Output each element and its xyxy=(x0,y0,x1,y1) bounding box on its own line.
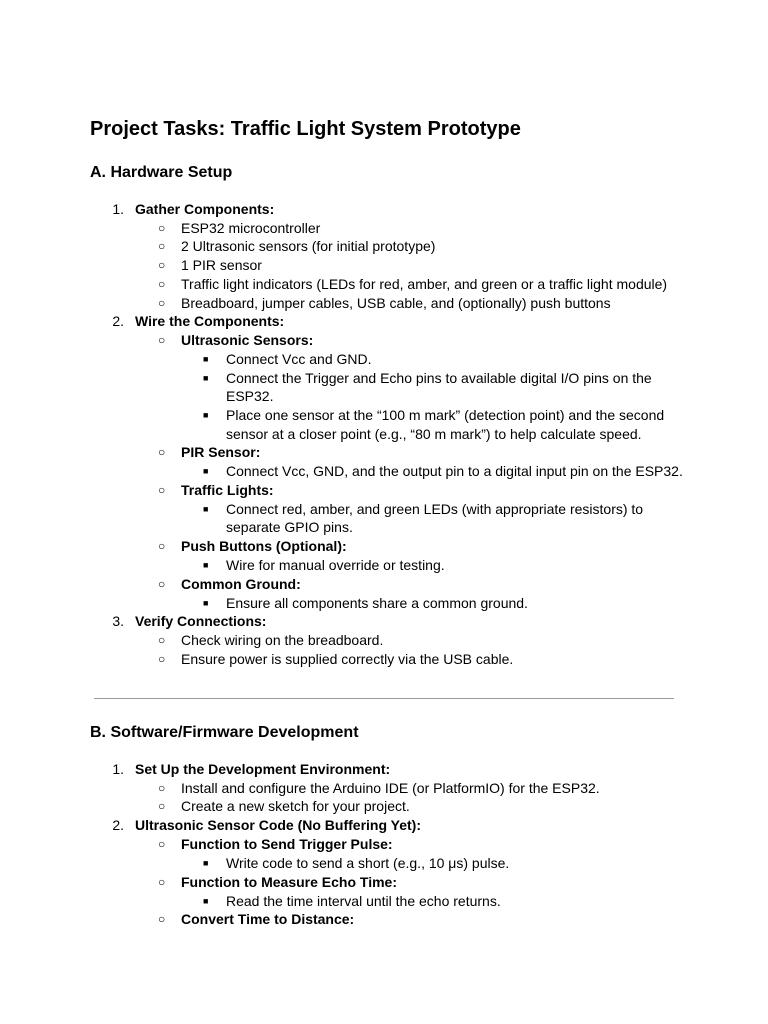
sub-group-label: PIR Sensor: xyxy=(181,444,261,460)
circle-bullet-icon: ○ xyxy=(158,221,166,235)
circle-bullet-icon: ○ xyxy=(158,483,166,497)
circle-bullet-icon: ○ xyxy=(158,445,166,459)
circle-bullet-icon: ○ xyxy=(158,577,166,591)
square-bullet-icon: ■ xyxy=(203,504,209,514)
list-item: Check wiring on the breadboard. xyxy=(181,632,384,648)
list-item: Read the time interval until the echo returns. xyxy=(226,893,501,909)
list-number: 2. xyxy=(112,313,124,329)
square-bullet-icon: ■ xyxy=(203,466,209,476)
list-item: Write code to send a short (e.g., 10 μs) pulse. xyxy=(226,855,510,871)
circle-bullet-icon: ○ xyxy=(158,912,166,926)
list-item: ESP32 microcontroller xyxy=(181,220,321,236)
list-item: Place one sensor at the “100 m mark” (detection point) and the second xyxy=(226,407,665,423)
list-item-continuation: separate GPIO pins. xyxy=(226,519,353,535)
circle-bullet-icon: ○ xyxy=(158,239,166,253)
sub-group-label: Convert Time to Distance: xyxy=(181,911,355,927)
square-bullet-icon: ■ xyxy=(203,858,209,868)
circle-bullet-icon: ○ xyxy=(158,633,166,647)
circle-bullet-icon: ○ xyxy=(158,258,166,272)
list-item-label: Verify Connections: xyxy=(135,613,267,629)
list-item: Create a new sketch for your project. xyxy=(181,798,410,814)
list-item: Connect Vcc and GND. xyxy=(226,351,372,367)
sub-group-label: Push Buttons (Optional): xyxy=(181,538,347,554)
list-item-label: Set Up the Development Environment: xyxy=(135,761,391,777)
list-item-continuation: sensor at a closer point (e.g., “80 m mark”) to help calculate speed. xyxy=(226,426,642,442)
sub-group-label: Traffic Lights: xyxy=(181,482,274,498)
sub-group-label: Common Ground: xyxy=(181,576,301,592)
list-item: Connect red, amber, and green LEDs (with appropriate resistors) to xyxy=(226,501,644,517)
list-item-label: Ultrasonic Sensor Code (No Buffering Yet): xyxy=(135,817,421,833)
list-number: 2. xyxy=(112,817,124,833)
square-bullet-icon: ■ xyxy=(203,373,209,383)
circle-bullet-icon: ○ xyxy=(158,539,166,553)
circle-bullet-icon: ○ xyxy=(158,652,166,666)
square-bullet-icon: ■ xyxy=(203,896,209,906)
list-item: 2 Ultrasonic sensors (for initial prototype) xyxy=(181,238,436,254)
sub-group-label: Ultrasonic Sensors: xyxy=(181,332,314,348)
sub-group-label: Function to Measure Echo Time: xyxy=(181,874,397,890)
horizontal-divider xyxy=(94,698,674,699)
list-item: Wire for manual override or testing. xyxy=(226,557,445,573)
square-bullet-icon: ■ xyxy=(203,560,209,570)
list-item: Traffic light indicators (LEDs for red, amber, and green or a traffic light module) xyxy=(181,276,668,292)
square-bullet-icon: ■ xyxy=(203,410,209,420)
list-item: Install and configure the Arduino IDE (or PlatformIO) for the ESP32. xyxy=(181,780,600,796)
circle-bullet-icon: ○ xyxy=(158,799,166,813)
circle-bullet-icon: ○ xyxy=(158,837,166,851)
section-a-heading: A. Hardware Setup xyxy=(90,164,233,181)
list-item: Breadboard, jumper cables, USB cable, and (optionally) push buttons xyxy=(181,295,611,311)
list-item: Connect the Trigger and Echo pins to available digital I/O pins on the xyxy=(226,370,652,386)
list-item: Connect Vcc, GND, and the output pin to a digital input pin on the ESP32. xyxy=(226,463,683,479)
list-item-label: Wire the Components: xyxy=(135,313,285,329)
list-number: 3. xyxy=(112,613,124,629)
page-title: Project Tasks: Traffic Light System Prototype xyxy=(90,118,521,140)
list-item: Ensure power is supplied correctly via the USB cable. xyxy=(181,651,514,667)
list-item-label: Gather Components: xyxy=(135,201,275,217)
list-item-continuation: ESP32. xyxy=(226,388,274,404)
list-number: 1. xyxy=(112,761,124,777)
section-b-heading: B. Software/Firmware Development xyxy=(90,724,359,741)
list-number: 1. xyxy=(112,201,124,217)
square-bullet-icon: ■ xyxy=(203,354,209,364)
list-item: 1 PIR sensor xyxy=(181,257,262,273)
circle-bullet-icon: ○ xyxy=(158,333,166,347)
square-bullet-icon: ■ xyxy=(203,598,209,608)
circle-bullet-icon: ○ xyxy=(158,296,166,310)
circle-bullet-icon: ○ xyxy=(158,277,166,291)
list-item: Ensure all components share a common ground. xyxy=(226,595,528,611)
circle-bullet-icon: ○ xyxy=(158,875,166,889)
circle-bullet-icon: ○ xyxy=(158,781,166,795)
sub-group-label: Function to Send Trigger Pulse: xyxy=(181,836,393,852)
